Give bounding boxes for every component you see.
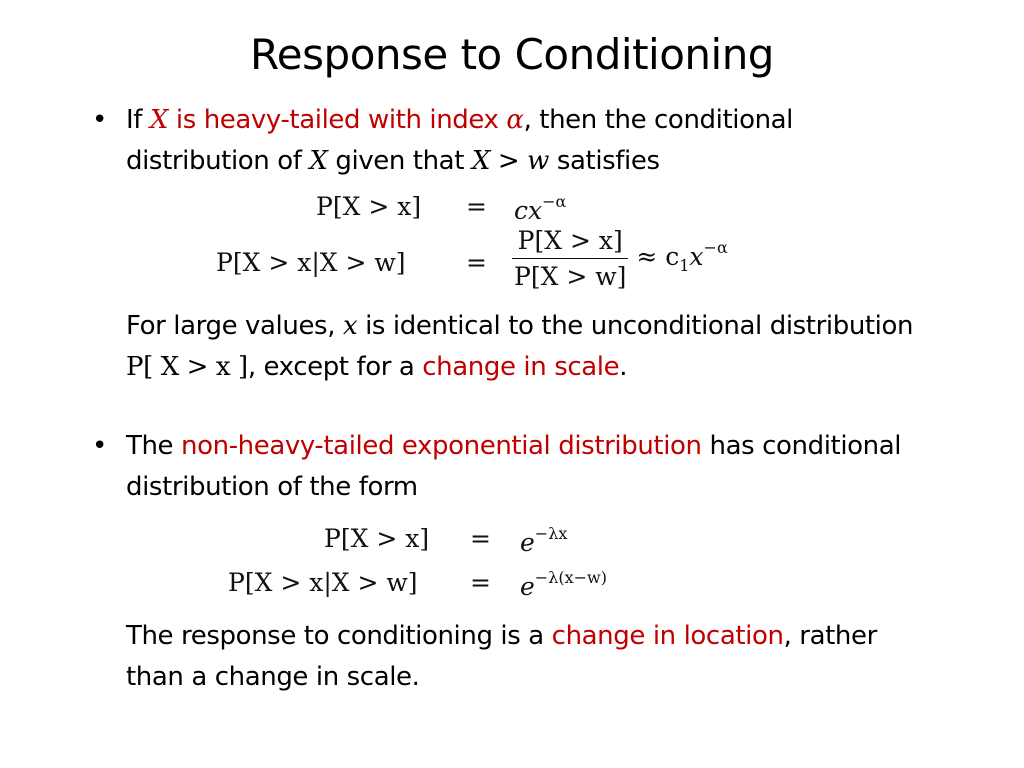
text-run: has conditional distribution of the form bbox=[126, 431, 902, 502]
equation-conditional-rhs bbox=[512, 226, 728, 291]
eq-exponent: −λx bbox=[534, 524, 568, 543]
variable-x: X bbox=[471, 146, 490, 176]
text-run: If bbox=[126, 105, 150, 135]
text-run: , except for a bbox=[247, 352, 423, 382]
equals-sign: = bbox=[466, 248, 487, 277]
text-run: For large values, bbox=[126, 311, 343, 341]
highlight-heavy-tailed: is heavy-tailed with index bbox=[168, 105, 507, 135]
eq-lhs: P[X > x] bbox=[316, 192, 422, 221]
coefficient-subscript: 1 bbox=[679, 256, 690, 275]
eq-exponent: −α bbox=[703, 238, 728, 257]
text-run: , then the conditional distribution of bbox=[126, 105, 794, 176]
text-run: > bbox=[490, 146, 528, 176]
eq-exponent: −λ(x−w) bbox=[534, 568, 607, 587]
fraction-numerator: P[X > x] bbox=[512, 226, 628, 259]
note-change-in-scale bbox=[126, 306, 916, 388]
eq-base: x bbox=[689, 242, 704, 271]
equation-exponential-rhs bbox=[520, 524, 567, 557]
text-run: given that bbox=[327, 146, 472, 176]
text-run: . bbox=[619, 352, 628, 382]
equals-sign: = bbox=[470, 524, 491, 553]
eq-base: e bbox=[520, 572, 535, 601]
equation-exponential-conditional-rhs bbox=[520, 568, 607, 601]
equation-exponential-lhs: P[X > x] bbox=[324, 524, 430, 553]
highlight-exponential: non-heavy-tailed exponential distribution bbox=[181, 431, 702, 461]
text-run: satisfies bbox=[548, 146, 660, 176]
equation-exponential-conditional-lhs: P[X > x|X > w] bbox=[228, 568, 418, 597]
note-change-in-location bbox=[126, 616, 916, 698]
equation-power-law bbox=[316, 192, 421, 221]
bullet-exponential bbox=[126, 426, 916, 508]
equals-sign: = bbox=[470, 568, 491, 597]
expression-p: P[ X > x ] bbox=[126, 352, 248, 382]
text-run: The response to conditioning is a bbox=[126, 621, 552, 651]
bullet-marker: • bbox=[92, 431, 108, 461]
text-run: is identical to the unconditional distribution bbox=[357, 311, 914, 341]
equals-sign: = bbox=[466, 192, 487, 221]
text-run: , rather than a change in scale. bbox=[126, 621, 877, 692]
variable-x: x bbox=[342, 311, 358, 341]
variable-x: X bbox=[309, 146, 328, 176]
slide-title: Response to Conditioning bbox=[250, 30, 774, 79]
eq-exponent: −α bbox=[542, 192, 567, 211]
bullet-marker: • bbox=[92, 105, 108, 135]
approx-coefficient: ≈ c bbox=[636, 242, 680, 271]
text-run: The bbox=[126, 431, 182, 461]
alpha-symbol: α bbox=[506, 105, 524, 135]
variable-w: w bbox=[527, 146, 549, 176]
fraction-denominator: P[X > w] bbox=[514, 262, 627, 291]
variable-x: X bbox=[149, 105, 169, 135]
equation-conditional-lhs: P[X > x|X > w] bbox=[216, 248, 406, 277]
eq-rhs bbox=[514, 192, 566, 225]
bullet-heavy-tailed bbox=[126, 100, 916, 182]
fraction bbox=[512, 226, 628, 291]
eq-base: e bbox=[520, 528, 535, 557]
highlight-change-in-location: change in location bbox=[551, 621, 784, 651]
eq-base: cx bbox=[514, 196, 543, 225]
highlight-change-in-scale: change in scale bbox=[422, 352, 620, 382]
